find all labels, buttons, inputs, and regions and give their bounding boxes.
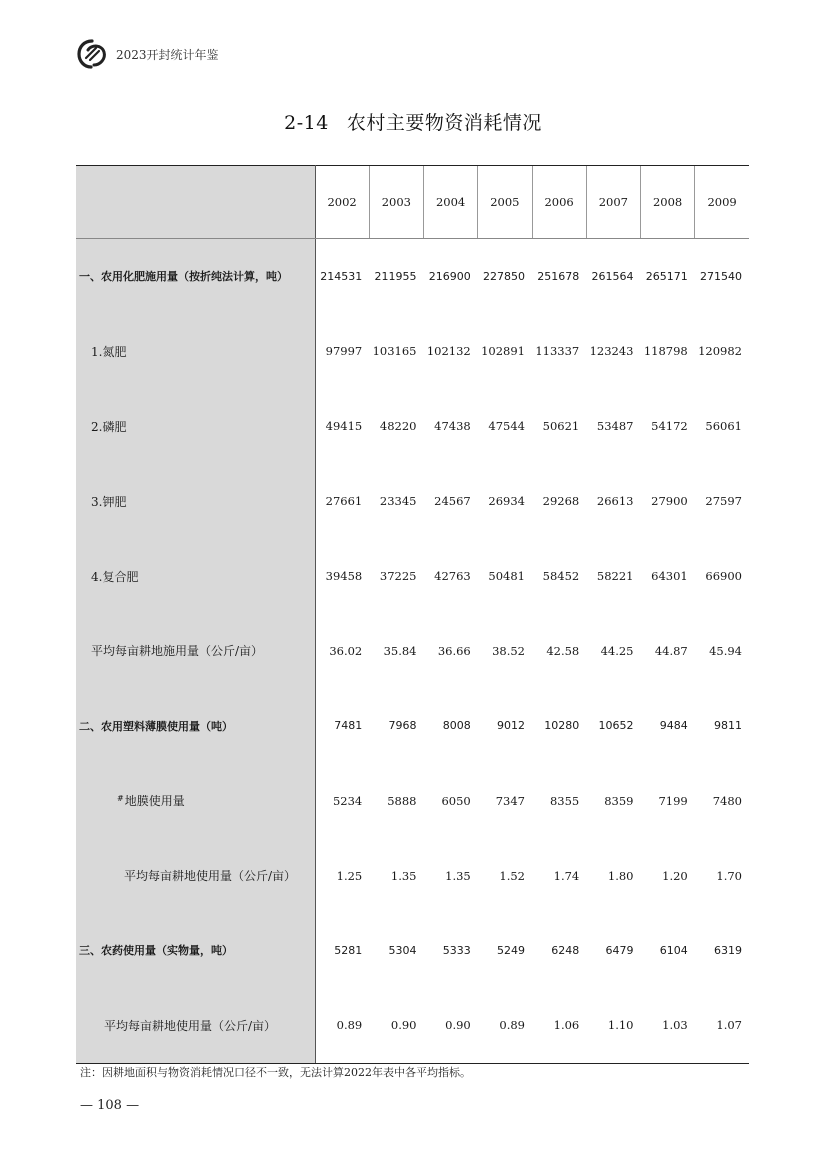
- table-row: [76, 763, 749, 838]
- table-cell: 102891: [481, 344, 525, 359]
- table-cell: 7968: [388, 719, 417, 733]
- table-row: [76, 613, 749, 688]
- row-label: [76, 763, 315, 838]
- table-cell: 37225: [379, 569, 417, 583]
- table-cell: 50621: [542, 419, 580, 434]
- table-cell: 1.35: [445, 868, 471, 883]
- table-footnote: 注：因耕地面积与物资消耗情况口径不一致，无法计算2022年表中各平均指标。: [80, 1066, 471, 1079]
- table-cell: 42.58: [546, 643, 580, 658]
- table-cell: 120982: [698, 344, 742, 359]
- row-label: 一、农用化肥施用量（按折纯法计算，吨）: [76, 239, 315, 314]
- table-cell: 49415: [325, 419, 363, 434]
- table-cell: 5304: [388, 943, 417, 957]
- row-label: 4.复合肥: [76, 539, 315, 614]
- table-row: [76, 913, 749, 988]
- row-label: 平均每亩耕地使用量（公斤/亩）: [76, 838, 315, 913]
- table-cell: 1.10: [586, 988, 640, 1063]
- year-header: 2009: [695, 166, 749, 239]
- year-header: 2008: [641, 166, 695, 239]
- year-header: 2003: [369, 166, 423, 239]
- table-cell: 1.35: [390, 868, 417, 883]
- table-cell: 6104: [659, 943, 688, 957]
- table-cell: 9484: [659, 719, 688, 733]
- table-cell: 7199: [658, 793, 688, 808]
- table-cell: 7347: [495, 793, 525, 808]
- of-which-mark: #: [117, 794, 124, 804]
- table-cell: 44.25: [600, 643, 634, 658]
- table-cell: 6319: [714, 943, 742, 957]
- page-number: — 108 —: [80, 1098, 140, 1113]
- table-cell: 5281: [334, 943, 363, 957]
- table-cell: 9811: [714, 719, 742, 733]
- table-cell: 23345: [379, 494, 417, 509]
- row-label: 平均每亩耕地使用量（公斤/亩）: [76, 988, 315, 1063]
- table-row: [76, 539, 749, 614]
- table-cell: 50481: [488, 569, 525, 583]
- table-cell: 1.07: [695, 988, 749, 1063]
- table-cell: 214531: [320, 269, 363, 283]
- row-label: 2.磷肥: [76, 389, 315, 464]
- row-label: 三、农药使用量（实物量，吨）: [76, 913, 315, 988]
- table-cell: 1.20: [662, 868, 688, 883]
- table-cell: 36.02: [329, 643, 363, 658]
- table-cell: 5888: [387, 793, 417, 808]
- table-cell: 1.25: [336, 868, 363, 883]
- year-header: 2006: [532, 166, 586, 239]
- table-cell: 5249: [497, 943, 525, 957]
- table-cell: 261564: [591, 269, 634, 283]
- table-row: [76, 838, 749, 913]
- table-cell: 6050: [441, 793, 471, 808]
- table-cell: 1.80: [607, 868, 634, 883]
- header-corner-cell: [76, 166, 315, 239]
- table-row: [76, 688, 749, 763]
- table-cell: 6479: [605, 943, 634, 957]
- table-cell: 265171: [645, 269, 688, 283]
- row-label: 3.钾肥: [76, 464, 315, 539]
- table-cell: 1.74: [553, 868, 580, 883]
- table-cell: 211955: [374, 269, 417, 283]
- table-number: 2-14: [284, 112, 329, 134]
- row-label: 二、农用塑料薄膜使用量（吨）: [76, 688, 315, 763]
- row-label-text: 地膜使用量: [124, 794, 185, 809]
- table-cell: 42763: [434, 569, 471, 583]
- table-cell: 58452: [542, 569, 580, 583]
- table-cell: 24567: [434, 494, 471, 509]
- table-cell: 0.89: [315, 988, 369, 1063]
- table-cell: 118798: [643, 344, 688, 359]
- header-row: [76, 166, 749, 239]
- table-cell: 216900: [428, 269, 471, 283]
- table-cell: 56061: [705, 419, 742, 434]
- table-row: [76, 389, 749, 464]
- table-cell: 44.87: [654, 643, 688, 658]
- table-cell: 7481: [334, 719, 363, 733]
- table-cell: 35.84: [383, 643, 417, 658]
- table-cell: 48220: [379, 419, 417, 434]
- table-cell: 47438: [434, 419, 471, 434]
- table-cell: 26934: [488, 494, 525, 509]
- statistics-table: [76, 165, 749, 1064]
- table-cell: 27900: [651, 494, 688, 509]
- table-cell: 47544: [488, 419, 525, 434]
- table-cell: 53487: [596, 419, 634, 434]
- table-row: [76, 239, 749, 314]
- table-cell: 123243: [589, 344, 634, 359]
- table-cell: 10652: [598, 719, 634, 733]
- table-cell: 103165: [372, 344, 417, 359]
- table-cell: 0.89: [478, 988, 532, 1063]
- table-cell: 8359: [604, 793, 634, 808]
- table-cell: 113337: [535, 344, 580, 359]
- table-cell: 1.70: [716, 868, 742, 883]
- row-label: 1.氮肥: [76, 314, 315, 389]
- table-cell: 39458: [325, 569, 363, 583]
- table-cell: 8355: [549, 793, 580, 808]
- table-cell: 102132: [426, 344, 471, 359]
- table-cell: 0.90: [424, 988, 478, 1063]
- table-cell: 26613: [596, 494, 634, 509]
- table-cell: 29268: [542, 494, 580, 509]
- page-title: [0, 108, 826, 135]
- yearbook-logo-icon: [76, 38, 108, 70]
- table-cell: 7480: [712, 793, 742, 808]
- table-row: [76, 464, 749, 539]
- table-cell: 58221: [596, 569, 634, 583]
- year-header: 2002: [315, 166, 369, 239]
- table-cell: 27597: [705, 494, 742, 509]
- row-label: 平均每亩耕地施用量（公斤/亩）: [76, 613, 315, 688]
- table-cell: 5234: [332, 793, 363, 808]
- table-cell: 1.03: [641, 988, 695, 1063]
- table-cell: 64301: [651, 569, 688, 583]
- table-cell: 54172: [651, 419, 688, 434]
- table-cell: 97997: [325, 344, 363, 359]
- table-row: [76, 988, 749, 1063]
- year-header: 2005: [478, 166, 532, 239]
- table-cell: 5333: [442, 943, 471, 957]
- table-cell: 10280: [544, 719, 580, 733]
- table-cell: 251678: [537, 269, 580, 283]
- year-header: 2007: [586, 166, 640, 239]
- table-cell: 1.52: [499, 868, 525, 883]
- yearbook-title: 2023开封统计年鉴: [116, 47, 219, 62]
- table-row: [76, 314, 749, 389]
- table-cell: 38.52: [492, 643, 525, 658]
- table-cell: 66900: [705, 569, 742, 583]
- table-cell: 8008: [442, 719, 471, 733]
- table-title: 农村主要物资消耗情况: [346, 112, 542, 134]
- table-cell: 36.66: [437, 643, 471, 658]
- table-cell: 27661: [325, 494, 363, 509]
- table-cell: 227850: [483, 269, 525, 283]
- table-cell: 9012: [497, 719, 525, 733]
- year-header: 2004: [424, 166, 478, 239]
- table-cell: 271540: [700, 269, 742, 283]
- table-cell: 6248: [551, 943, 580, 957]
- page-header: [76, 38, 219, 70]
- table-cell: 1.06: [532, 988, 586, 1063]
- table-cell: 0.90: [369, 988, 423, 1063]
- table-cell: 45.94: [709, 643, 742, 658]
